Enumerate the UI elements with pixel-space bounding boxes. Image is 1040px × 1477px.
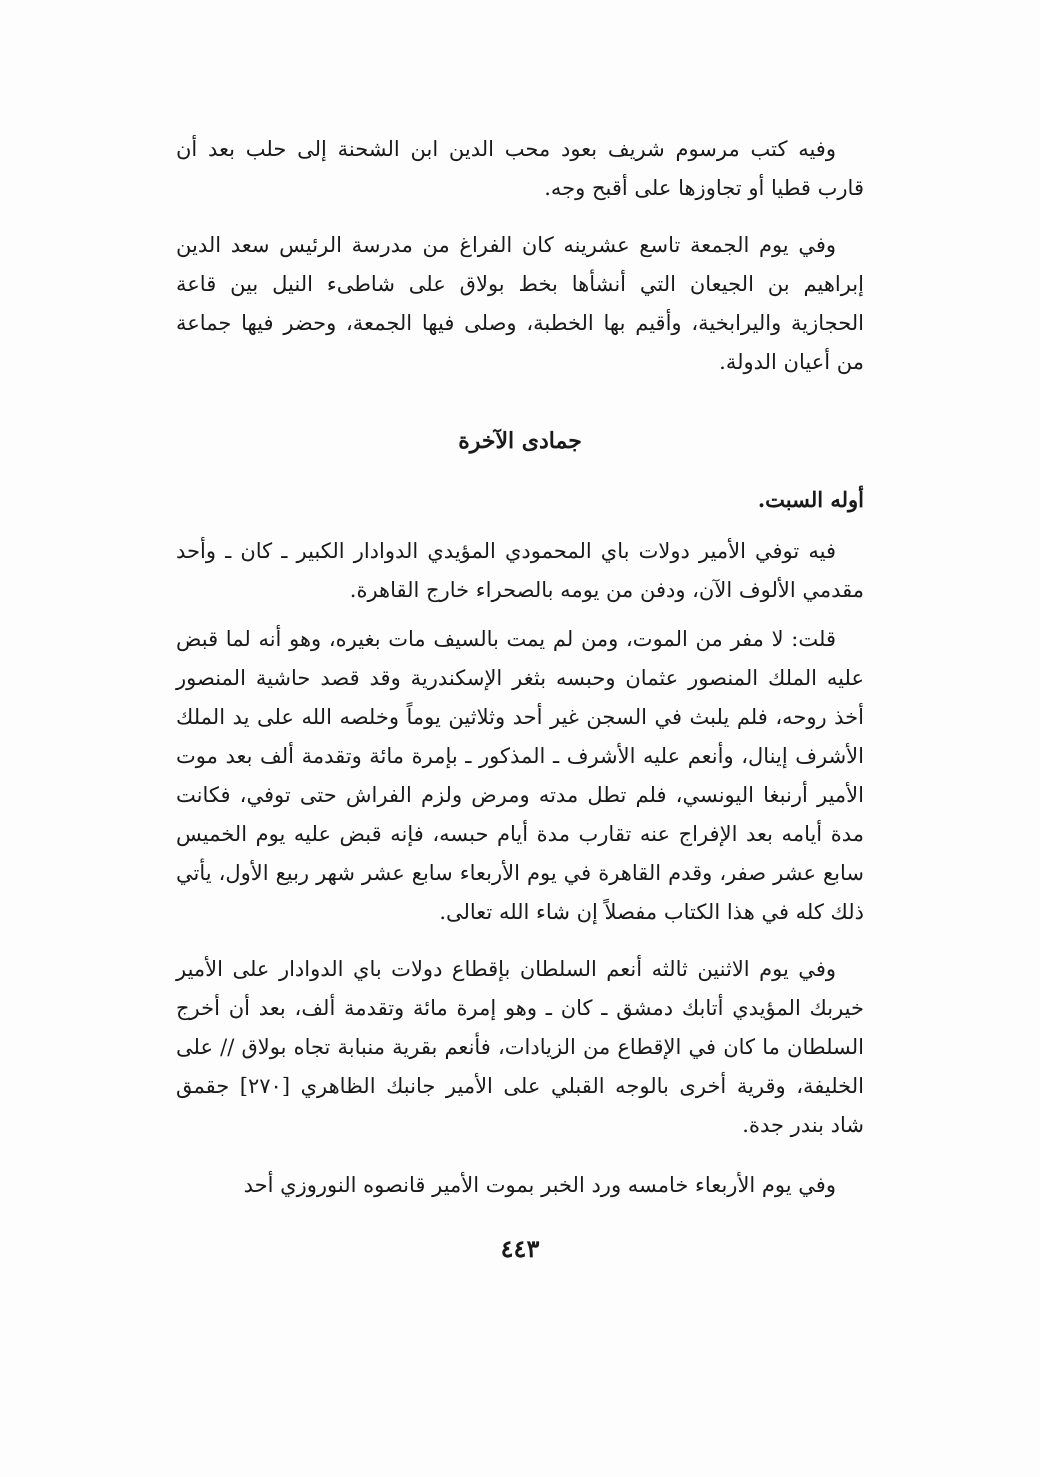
- paragraph-commentary: [176, 620, 864, 932]
- paragraph-text: وفي يوم الأربعاء خامسه ورد الخبر بموت الأمير قانصوه النوروزي أحد: [243, 1173, 836, 1197]
- paragraph-text: فيه توفي الأمير دولات باي المحمودي المؤيدي الدوادار الكبير ـ كان ـ وأحد مقدمي الألوف الآن، ودفن من يومه بالصحراء خارج القاهرة.: [176, 539, 864, 602]
- paragraph-marsum: [176, 130, 864, 208]
- paragraph-iqta: [176, 950, 864, 1145]
- paragraph-news: [176, 1166, 864, 1205]
- section-heading: جمادى الآخرة: [458, 428, 582, 454]
- page-number: ٤٤٣: [500, 1234, 540, 1263]
- paragraph-text: وفي يوم الجمعة تاسع عشرينه كان الفراغ من مدرسة الرئيس سعد الدين إبراهيم بن الجيعان التي أنشأها بخط بولاق على شاطىء النيل بين قاعة الحجازية واليرابخية، وأقيم بها الخطبة، وصلى فيها الجمعة، وحضر فيها جماعة من أعيان الدولة.: [176, 233, 864, 374]
- paragraph-text: قلت: لا مفر من الموت، ومن لم يمت بالسيف مات بغيره، وهو أنه لما قبض عليه الملك المنصور عثمان وحبسه بثغر الإسكندرية وقد قصد حاشية المنصور أخذ روحه، فلم يلبث في السجن غير أحد وثلاثين يوماً وخلصه الله على يد الملك الأشرف إينال، وأنعم عليه الأشرف ـ المذكور ـ بإمرة مائة وتقدمة ألف بعد موت الأمير أرنبغا اليونسي، فلم تطل مدته ومرض ولزم الفراش حتى توفي، فكانت مدة أيامه بعد الإفراج عنه تقارب مدة أيام حبسه، فإنه قبض عليه يوم الخميس سابع عشر صفر، وقدم القاهرة في يوم الأربعاء سابع عشر شهر ربيع الأول، يأتي ذلك كله في هذا الكتاب مفصلاً إن شاء الله تعالى.: [176, 627, 864, 924]
- paragraph-text: وفيه كتب مرسوم شريف بعود محب الدين ابن الشحنة إلى حلب بعد أن قارب قطيا أو تجاوزها على أقبح وجه.: [176, 137, 864, 200]
- paragraph-first-day: [176, 480, 864, 519]
- paragraph-madrasa: [176, 226, 864, 382]
- paragraph-death-notice: [176, 532, 864, 610]
- paragraph-text: أوله السبت.: [757, 487, 864, 512]
- paragraph-text: وفي يوم الاثنين ثالثه أنعم السلطان بإقطاع دولات باي الدوادار على الأمير خيربك المؤيدي أتابك دمشق ـ كان ـ وهو إمرة مائة وتقدمة ألف، بعد أن أخرج السلطان ما كان في الإقطاع من الزيادات، فأنعم بقرية منبابة تجاه بولاق // على الخليفة، وقرية أخرى بالوجه القبلي على الأمير جانبك الظاهري [٢٧٠] جقمق شاد بندر جدة.: [176, 957, 864, 1137]
